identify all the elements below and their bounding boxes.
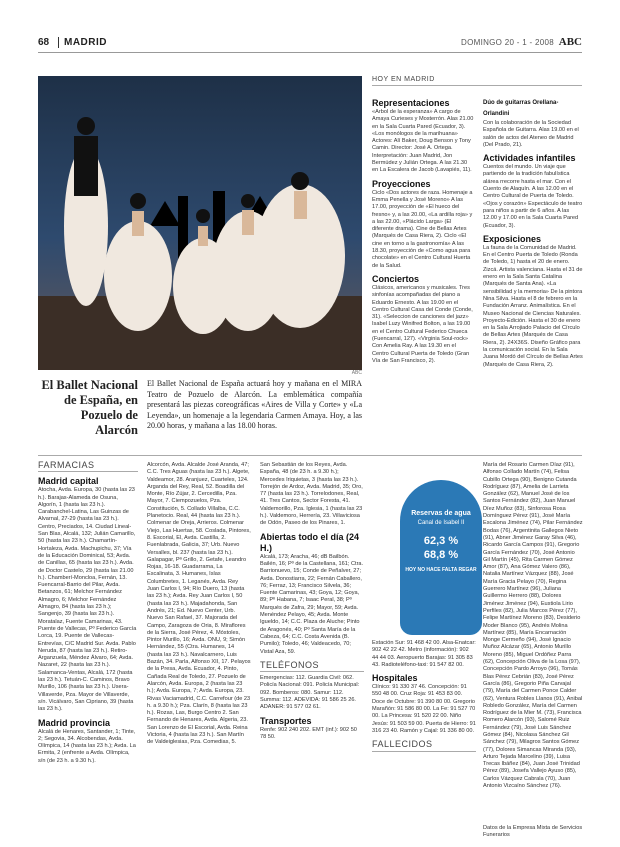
exposiciones-body: La fauna de la Comunidad de Madrid. En el Centro Puerta de Toledo (Ronda de Toledo, 1) hasta el 20 de enero. Zizcá. Artista valenciana. Hasta el 31 de enero en la Sala Santa Catalina (Marqués de Santa Ana). «La sensibilidad y la memoria» De la pintora Nina Silva. Hasta el 8 de febrero en la Fundación Arranz. Animalística. En el Museo Nacional de Ciencias Naturales. Proyecto-Edición. Hasta el 30 de enero en la Sala Arrojiado Palacio del Círculo de Bellas Artes (Marqués de Casa Riera, 2). 24X36S. Diseño Gráfico para la comunicación social. En la Sala Juana Mordó del Círculo de Bellas Artes (Marqués de Casa Riera, 2).	[483, 244, 583, 368]
services-column	[372, 640, 476, 755]
madrid-capital-body: Atocha, Avda. Europa, 30 (hasta las 23 h.). Barajas-Alameda de Osuna, Algorín, 1 (hasta las 23 h.). Carabanchel-Latina, Las Guinzas de Alvarnal, 27-29 (hasta las 23 h.). Centro, Preciados, 14. Ciudad Lineal-San Blas, Alcalá, 132; Julián Camarillo, 50 (hasta las 23 h.). Chamartín-Hortaleza, Avda. Machupichu, 37; Vía de la Educación Dominical, 53; Avda. de Canillas, 65 (hasta las 23 h.). Avda. de Doctor Castelo, 29 (hasta las 21.00 h.). Chamberí-Moncloa, Fernán, 13. Fuencarral-Barrio del Pilar, Avda. Betanzos, 61; Melchor Fernández Almagro, 6; Melchor Fernández Almagro, 84 (hasta las 23 h.); Sangenjo, 39 (hasta las 23 h.). Moratalaz, Fuente Camarinas, 43. Puente de Vallecas, Pº Federico García Lorca, 19. Puente de Vallecas-Entrevías, C/C Madrid Sur. Avda. Pablo Neruda, 87 (hasta las 23 h.). Retiro-Arganzuela, Méndez Álvaro, 64; Avda. Nazaret, 22 (hasta las 23 h.). Salamanca-Ventas, Alcalá, 172 (hasta las 23 h.). Tetuán-C. Caminos, Bravo Murillo, 106 (hasta las 23 h.). Usera-Villaverde, Pza. Mayor de Villaverde, s/n. Vicálvaro, San Cipriano, 39 (hasta las 23 h.).	[38, 487, 137, 713]
dancers-illustration	[38, 76, 362, 370]
section-divider	[38, 455, 582, 456]
farmacias-heading: FARMACIAS	[38, 462, 138, 472]
newspaper-logo: ABC	[558, 36, 582, 48]
ad-line2: Canal de Isabel II	[417, 520, 465, 526]
exposiciones-title: Exposiciones	[483, 233, 542, 244]
proyecciones-body: Ciclo «Dos actores de raza. Homenaje a Emma Penella y José Moreno» A las 17.00, proyección de «El hueco del fresno» y, a las 20.00, «La ardilla roja» y a las 22.00, «Plácido Larga» (El diferente drama). Cine de Bellas Artes (Marqués de Casa Riera, 2). Ciclo «El cine en torno a la gastronomía» A las 18.30, proyección de «Como agua para chocolate» en el Centro Cultural Huerta de la Salud.	[372, 189, 473, 269]
guitarras-title: Dúo de guitarras Orellana-Orlandini	[483, 100, 559, 117]
farmacias-column-3	[260, 462, 364, 742]
farmacias-column-1	[38, 462, 138, 766]
abiertas-24h-title: Abiertas todo el día (24 H.)	[260, 531, 360, 553]
fallecidos-heading: FALLECIDOS	[372, 741, 476, 751]
proyecciones-title: Proyecciones	[372, 178, 431, 189]
madrid-provincia-body: Alcalá de Henares, Santander, 1; Tinte, 2; Segovia, 34. Alcobendas, Avda. Olímpica, 14 (hasta las 23 h.); Avda. La Ermita, 2 (enfrente a Avda. Olímpica, s/n (de 23 h. a 9.30 h.).	[38, 728, 136, 764]
section-title: MADRID	[58, 37, 107, 48]
transportes-title: Transportes	[260, 715, 312, 726]
infantiles-body: Cuentos del mundo. Un viaje que partiendo de la tradición fabulística alárea rrecorre hasta el mar. Con el Cuento de Alaquín. A las 12.00 en el Centro Cultural de Puerta de Toledo. «Ojos y corazón» Espectáculo de teatro para niños a partir de 6 años. A las 12.00 y 17.00 en la Sala Cuarta Pared (Ecuador, 3).	[483, 164, 583, 229]
fallecidos-source: Datos de la Empresa Mixta de Servicios Funerarios	[483, 825, 583, 839]
page-number: 68	[38, 37, 50, 48]
photo-credit: ABC	[351, 370, 362, 376]
ad-line1: Reservas de agua	[411, 510, 471, 517]
representaciones-body: «Arbol de la esperanza» A cargo de Amaya Curieses y Mosterrón. Alas 21.00 en la Sala Cuarta Pared (Ecuador, 3). «Los monólogos de la marihuana» Actores: Alí Baker, Doug Benson y Tony Camin. Director: José A. Ortega. Interpretación: Juan Madrid, Jon Bermúdez y Julián Ortega. A las 21.30 en La Escalera de Jacob (Lavapiés, 11).	[372, 109, 474, 174]
caption-title: El Ballet Nacional de España, en Pozuelo de Alarcón	[41, 378, 138, 437]
hoy-column-2	[483, 94, 583, 370]
abiertas-24h-body: Alcalá, 173; Aracha, 46; dB Bailbón. Bailén, 16; Pº de la Castellana, 161; Ctra. Barrionuevo, 15; Conde de Peñalver, 27; Avda. Donostiarra, 22; Fernán Caballero, 76; Ferraz, 13; Francisco Silvela, 36; Fuente Camarinas, 43; Goya, 12; Goya, 89; Pº Habana, 7; Isaac Peral, 38; Pº Marqués de Zafra, 29; Mayor, 59; Avda. Menéndez Pelayo, 45; Avda. Monte Igueldo, 14; C.C. Plaza de Aluche; Pinto de Aragonés, 40; Pº Santa María de la Cabeza, 64; C.C. Costa Avenida (B. Pumilo); Toledo, 46; Valdeacedo, 70; Vistal Aza, 59.	[260, 553, 364, 655]
hospitales-title: Hospitales	[372, 673, 418, 684]
fallecidos-list	[483, 462, 583, 822]
issue-date: DOMINGO 20 - 1 - 2008	[461, 38, 554, 47]
hoy-column-1	[372, 94, 474, 366]
provincia-list-continued: Alcorcón, Avda. Alcalde José Aranda, 47; C.C. Tres Aguas (hasta las 23 h.). Algete, Valdeamor, 28. Aranjuez, Cuarteles, 124. Arganda del Rey, Real, 52. Boadilla del Monte, Río Zújar, 2. Cercedilla, Pza. Mayor, 7. Ciempozuelos, Pza. Constitución, 5. Collado Villalba, C.C. Planetocio. Real, 44 (hasta las 23 h.). Colmenar de Oreja, Arrieros. Colmenar Viejo, Las Huertas, 58. Coslada, Pintores, 8. Escorial, El, Avda. Castilla, 2. Fuenlabrada, Galicia, 37; Urb. Nuevo Versalles, bl. 237 (hasta las 23 h.). Galapagar, Pª Grillo, 2. Getafe, Leandro Rojas, 16-18. Guadarrama, La Escalinata, 3. Humanes, Islas Columbretes, 1. Leganés, Avda. Rey Juan Carlos I, 94; Río Duero, 13 (hasta las 23 h.); Avda. Rey Juan Carlos I, 50 (hasta las 23 h.). Majadahonda, San Andrés, 21; Ed. Nuevo Center, Urb. Nuevo San Rafael, 37. Majorada del Campo, Zaragoza de Oria, 8. Miraflores de la Sierra, José Pérez, 4. Móstoles, Pintor Murillo, 16; Avda. ONU, 9; Simón Hernández, 55 (Ctra. Humanes, 14 (hasta las 23 h.). Navalcarnero, Luis Bazán, 34. Parla, Alfonso XII, 17. Pelayos de la Presa, Avda. Ecuador, 4. Pinto, Cañada Real de Toledo, 27. Pozuelo de Alarcón, Avda. Europa, 2 (hasta las 23 h.); Avda. Europa, 7; Avda. Europa, 23. Rivas Vaciamadrid, C.C. Carrefour (de 23 h. a 9.30 h.); Pza. Clarín, 8 (hasta las 23 h.). Rozas, Las, Burgo Centro 2. San Fernando de Henares, Avda. Algeria, 23. San Lorenzo de El Escorial, Avda. Reina Victoria, 4 (hasta las 23 h.). San Martín de Valdeiglesias, Pza. Comedias, 5.	[147, 462, 251, 746]
hoy-en-madrid-section	[372, 76, 582, 89]
ballet-photo	[38, 76, 362, 370]
madrid-capital-title: Madrid capital	[38, 476, 99, 487]
provincia-list-end: San Sebastián de los Reyes, Avda. España, 48 (de 23 h. a 9.30 h.); Mercedes Iriquietas, 3 (hasta las 23 h.). Torrejón de Ardoz, Avda. Madrid, 35; Oro, 77 (hasta las 23 h.). Torrelodones, Real, 41. Tres Cantos, Sector Foresta, 41. Valdemorillo, Pza. Iglesia, 1 (hasta las 23 h.). Valdemoro, Herrería, 23. Villaviciosa de Odón, Paseo de los Pinares, 1.	[260, 462, 363, 527]
ad-percent-2: 68,8 %	[423, 549, 459, 561]
conciertos-title: Conciertos	[372, 273, 420, 284]
infantiles-title: Actividades infantiles	[483, 153, 576, 164]
water-reserve-ad	[400, 480, 482, 635]
ad-percent-1: 62,3 %	[423, 535, 459, 547]
ad-slogan: HOY NO HACE FALTA REGAR	[405, 567, 477, 573]
farmacias-column-2	[147, 462, 251, 748]
telefonos-body: Emergencias: 112. Guardia Civil: 062. Policía Nacional: 091. Policía Municipal: 092. Bomberos: 080. Samur: 112. Summa: 112. ADEVIDA: 91 586 25 26. ADANER: 91 577 02 61.	[260, 675, 360, 711]
guitarras-body: Con la colaboración de la Sociedad Española de Guitarra. Alas 19.00 en el salón de actos del Ateneo de Madrid (Del Prado, 21).	[483, 120, 579, 148]
page-header	[38, 37, 582, 53]
caption-text: El Ballet Nacional de España actuará hoy y mañana en el MIRA Teatro de Pozuelo de Alarcón. La emblemática compañía presentará las piezas coreográficas «Aires de Villa y Corte» y «La Leyenda», un homenaje a la legendaria Carmen Amaya. Hoy, a las 20.00 horas, y mañana a las 18.00 horas.	[147, 379, 362, 431]
representaciones-title: Representaciones	[372, 98, 450, 108]
estaciones-body: Estación Sur: 91 468 42 00. Alsa-Enatcar: 902 42 22 42. Metro (información): 902 44 44 03. Aeropuerto Barajas: 91 305 83 43. Radioteléfono-taxi: 91 547 82 00.	[372, 640, 476, 668]
hoy-heading: HOY EN MADRID	[372, 76, 582, 86]
fallecidos-body: María del Rosario Carmen Díaz (91), Alfonso Collado Martín (74), Felisa Cubillo Ortega (90), Benigno Cutanda Rodríguez (87), Amelia de Larrieta González (62), Manuel José de los Santos Fernández (82), Juan Manuel Díez Muñoz (83), Sinforosa Rosa Domínguez Pérez (91), José María Escalona Jiménez (74), Pilar Fernández Bodas (76), Argentinita Gallegos Nieto (91), Abner Jiménez Garay Silva (46), Ricardo García Campos (91), Gregorio García Fernández (70), José Antonio Gil Martín (45), Rita Carmen Gómez Amor (87), Ana Gómez Valero (86), Natalia Martínez Vázquez (88), José María Gracia Pelayo (70), Regina Guerrero Martínez (96), Juliana Guillermo Herrero (88), Dolores Jiménez Jiménez (94), Eustiola Lirio Perfiles (82), Julia Marcos Pérez (77), Felipe Martínez Moreno (83), Desiderio Moder Blanco (95), Andrés Molina Martínez (85), María Encarnación Monge Cermeño (94), José Ignacio Muñoz Alcázar (65), Antonio Murillo Moreno (85), Miguel Ordóñez Parra (62), Concepción Oliva de la Losa (97), Concepción Pardo Arroyo (96), Tomás Blas Pérez Cebrián (83), José Pérez García (86), Gregorio Piña Carvajal (79), María del Carmen Ponce Calder (62), Ventura Robles Llanos (91), Anibal Robledo González, María del Carmen Rodríguez de la Mier M. (73), Francisca Romero Alarcón (93), Salomé Ruiz Fernández (79), José Luis Sánchez Gómez (84), Nicolasa Sánchez Gil Sánchez (79), Milagros Santos Gómez (77), Dolores Simancas Miranda (93), Arturo Tejada Marcelino (39), Luisa Trecas Ibáñez (84), Juan José Trinidad Pérez (89), Josefa Vallejo Ayuso (85), Carlos Vázquez Cabrala (70), Juan Antonio Vizcaíno Sánchez (76).	[483, 462, 583, 790]
telefonos-heading: TELÉFONOS	[260, 662, 364, 672]
hospitales-body: Clínico: 91 330 37 46. Concepción: 91 550 48 00. Cruz Roja: 91 453 83 00. Doce de Octubre: 91 390 80 00. Gregorio Marañón: 91 586 80 00. La Fe: 91 527 70 00. La Princesa: 91 520 22 00. Niño Jesús: 91 503 59 00. Puerta de Hierro: 91 316 23 40. Ramón y Cajal: 91 336 80 00.	[372, 684, 476, 734]
conciertos-body: Clásicos, americanos y musicales. Tres sinfonías acompañadas del piano a Eduardo Ernesto. A las 19.00 en el Centro Cultural Casa del Conde (Conde, 31). «Seleccion de canciones del jazz» Isabel Luzy Winifred Bolton, a las 19.00 en el Centro Cultural Federico Chueca (Fuencarral, 127). «Virginia Soul-rock» Con Amelia Ray. A las 19.30 en el Centro Cultural Puerta de Toledo (Gran Vía de San Francisco, 2).	[372, 284, 473, 364]
transportes-body: Renfe: 902 240 202. EMT (inf.): 902 50 78 50.	[260, 726, 357, 740]
madrid-provincia-title: Madrid provincia	[38, 717, 111, 728]
